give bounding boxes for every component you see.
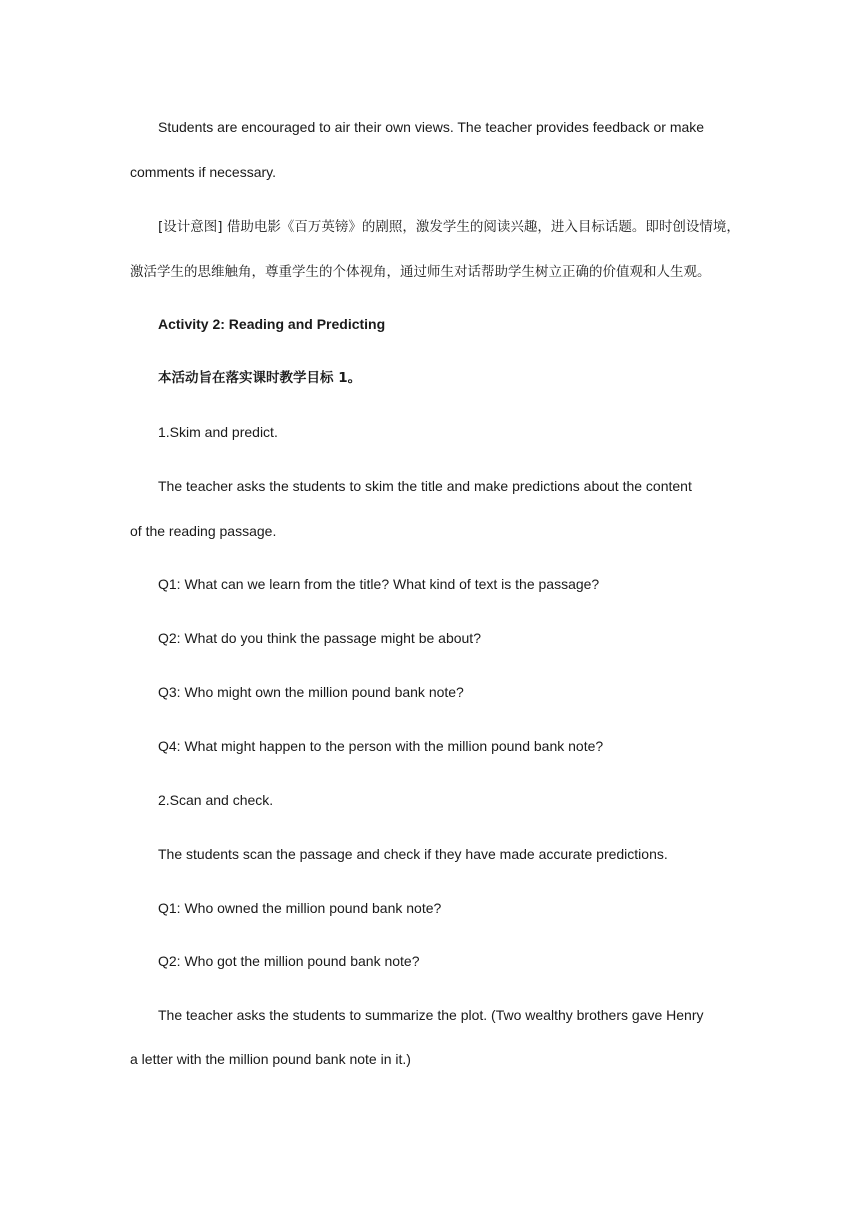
paragraph-line: The teacher asks the students to summarize the plot. (Two wealthy brothers gave Henry bbox=[158, 1007, 704, 1023]
design-intent-line: [设计意图] 借助电影《百万英镑》的剧照，激发学生的阅读兴趣，进入目标话题。即时创设情境， bbox=[158, 219, 740, 235]
activity-heading: Activity 2: Reading and Predicting bbox=[158, 316, 386, 332]
activity-goal: 本活动旨在落实课时教学目标 1。 bbox=[158, 370, 362, 386]
question-item: Q1: What can we learn from the title? What kind of text is the passage? bbox=[158, 576, 600, 592]
paragraph-line: comments if necessary. bbox=[130, 164, 277, 180]
paragraph-line: Students are encouraged to air their own views. The teacher provides feedback or make bbox=[158, 119, 705, 135]
paragraph-line: The students scan the passage and check if they have made accurate predictions. bbox=[158, 846, 668, 862]
paragraph-line: of the reading passage. bbox=[130, 523, 277, 539]
question-item: Q1: Who owned the million pound bank note? bbox=[158, 900, 442, 916]
question-item: Q4: What might happen to the person with the million pound bank note? bbox=[158, 738, 604, 754]
paragraph-line: a letter with the million pound bank note in it.) bbox=[130, 1051, 411, 1067]
design-intent-line: 激活学生的思维触角，尊重学生的个体视角，通过师生对话帮助学生树立正确的价值观和人生观。 bbox=[130, 264, 711, 280]
question-item: Q3: Who might own the million pound bank note? bbox=[158, 684, 464, 700]
step-heading: 1.Skim and predict. bbox=[158, 424, 278, 440]
question-item: Q2: What do you think the passage might be about? bbox=[158, 630, 481, 646]
step-heading: 2.Scan and check. bbox=[158, 792, 274, 808]
paragraph-line: The teacher asks the students to skim the title and make predictions about the content bbox=[158, 478, 692, 494]
question-item: Q2: Who got the million pound bank note? bbox=[158, 953, 420, 969]
